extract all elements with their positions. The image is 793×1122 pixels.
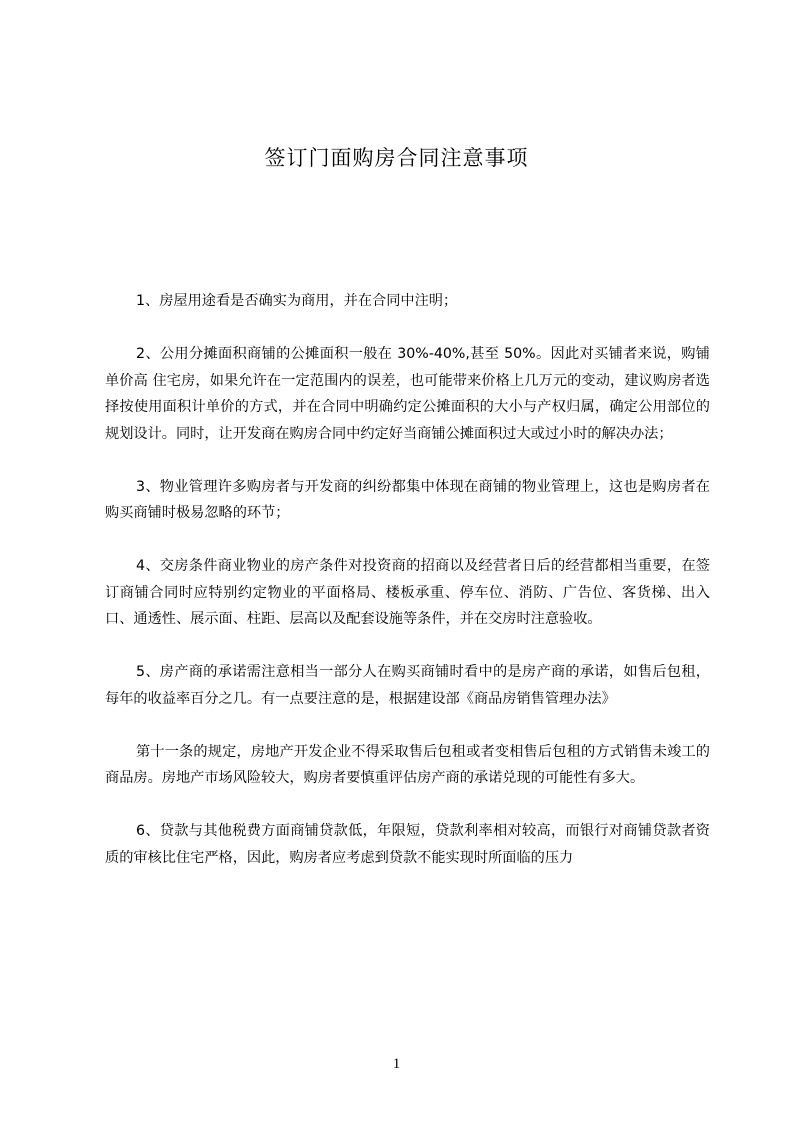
paragraph-6: 第十一条的规定，房地产开发企业不得采取售后包租或者变相售后包租的方式销售未竣工的商品房。房地产市场风险较大，购房者要慎重评估房产商的承诺兑现的可能性有多大。 bbox=[105, 743, 710, 786]
document-body bbox=[105, 288, 710, 898]
document-title: 签订门面购房合同注意事项 bbox=[264, 146, 529, 170]
paragraph-3: 3、物业管理许多购房者与开发商的纠纷都集中体现在商铺的物业管理上，这也是购房者在购买商铺时极易忽略的环节； bbox=[105, 478, 710, 521]
paragraph-5: 5、房产商的承诺需注意相当一部分人在购买商铺时看中的是房产商的承诺，如售后包租，每年的收益率百分之几。有一点要注意的是，根据建设部《商品房销售管理办法》 bbox=[105, 664, 710, 707]
page-number: 1 bbox=[392, 1056, 401, 1072]
paragraph-4: 4、交房条件商业物业的房产条件对投资商的招商以及经营者日后的经营都相当重要，在签订商铺合同时应特别约定物业的平面格局、楼板承重、停车位、消防、广告位、客货梯、出入口、通透性、展示面、柱距、层高以及配套设施等条件，并在交房时注意验收。 bbox=[105, 558, 710, 627]
paragraph-7: 6、贷款与其他税费方面商铺贷款低，年限短，贷款利率相对较高，而银行对商铺贷款者资质的审核比住宅严格，因此，购房者应考虑到贷款不能实现时所面临的压力 bbox=[105, 823, 710, 866]
paragraph-2: 2、公用分摊面积商铺的公摊面积一般在 30%-40%,甚至 50%。因此对买铺者来说，购铺单价高 住宅房，如果允许在一定范围内的误差，也可能带来价格上几万元的变动，建议购房者选择按使用面积计单价的方式，并在合同中明确约定公摊面积的大小与产权归属，确定公用部位的规划设计。同时，让开发商在购房合同中约定好当商铺公摊面积过大或过小时的解决办法； bbox=[105, 346, 710, 442]
paragraph-1: 1、房屋用途看是否确实为商用，并在合同中注明； bbox=[136, 293, 458, 309]
